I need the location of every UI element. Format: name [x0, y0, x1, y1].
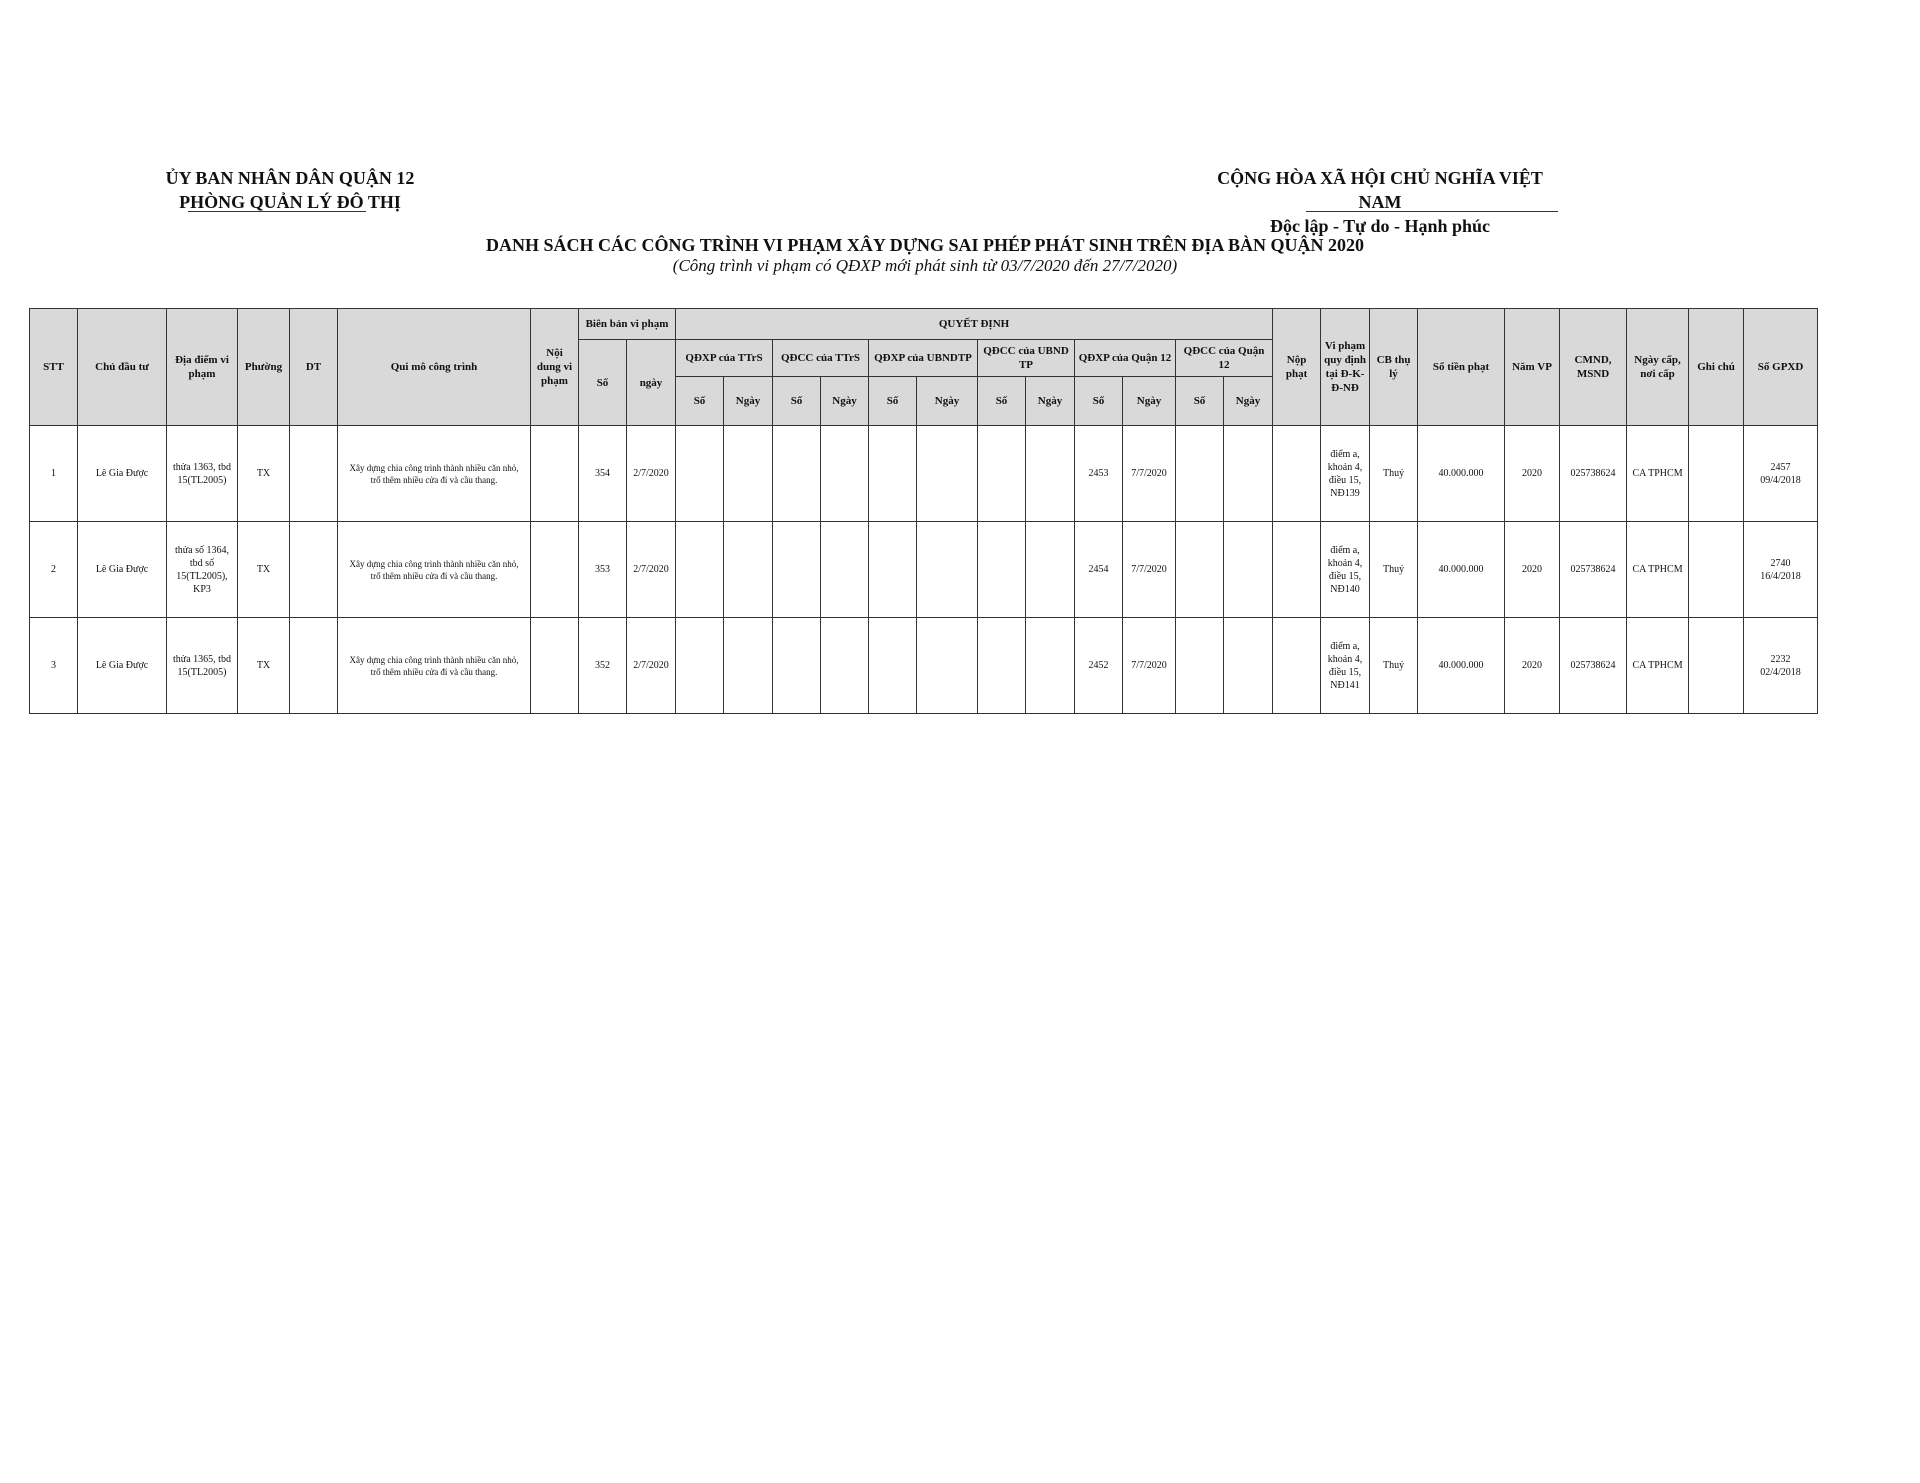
cell-qui-mo: Xây dựng chia công trình thành nhiều căn nhỏ, trổ thêm nhiều cửa đi và cầu thang. — [338, 522, 531, 618]
cell-so-tien-phat: 40.000.000 — [1418, 522, 1505, 618]
cell-dt — [290, 522, 338, 618]
col-group-qdxp-quan12: QĐXP của Quận 12 — [1075, 340, 1176, 377]
cell-qdcc-quan12-so — [1176, 426, 1224, 522]
document-title: DANH SÁCH CÁC CÔNG TRÌNH VI PHẠM XÂY DỰNG SAI PHÉP PHÁT SINH TRÊN ĐỊA BÀN QUẬN 2020 — [486, 235, 1364, 255]
cell-so-gpxd — [1744, 426, 1818, 522]
cell-qdcc-quan12-ngay — [1224, 618, 1273, 714]
col-dt: DT — [290, 309, 338, 426]
cell-cmnd: 025738624 — [1560, 426, 1627, 522]
col-stt: STT — [30, 309, 78, 426]
violation-table — [29, 308, 1818, 714]
col-so-tien-phat: Số tiền phạt — [1418, 309, 1505, 426]
cell-cmnd: 025738624 — [1560, 618, 1627, 714]
col-qdxp-quan12-ngay: Ngày — [1123, 377, 1176, 426]
motto-underline — [1306, 211, 1558, 212]
cell-vi-pham: điểm a, khoản 4, điều 15, NĐ140 — [1321, 522, 1370, 618]
col-chu-dau-tu: Chủ đầu tư — [78, 309, 167, 426]
cell-ghi-chu — [1689, 618, 1744, 714]
cell-qdxp-quan12-ngay: 7/7/2020 — [1123, 618, 1176, 714]
col-ghi-chu: Ghi chú — [1689, 309, 1744, 426]
cell-cb-thu-ly: Thuý — [1370, 522, 1418, 618]
cell-so-gpxd — [1744, 522, 1818, 618]
col-dia-diem: Địa điểm vi phạm — [167, 309, 238, 426]
cell-nop-phat — [1273, 522, 1321, 618]
col-group-qdcc-ubnd-tp: QĐCC của UBND TP — [978, 340, 1075, 377]
gpxd-date: 02/4/2018 — [1760, 666, 1801, 678]
cell-stt: 3 — [30, 618, 78, 714]
col-so-gpxd: Số GPXD — [1744, 309, 1818, 426]
cell-qdxp-quan12-so: 2453 — [1075, 426, 1123, 522]
cell-qdcc-ubnd-tp-ngay — [1026, 426, 1075, 522]
col-qdcc-ttrs-ngay: Ngày — [821, 377, 869, 426]
cell-qdcc-ttrs-ngay — [821, 426, 869, 522]
cell-phuong: TX — [238, 426, 290, 522]
cell-qdcc-ubnd-tp-so — [978, 426, 1026, 522]
cell-noi-cap: CA TPHCM — [1627, 426, 1689, 522]
cell-qdxp-ttrs-so — [676, 618, 724, 714]
col-cb-thu-ly: CB thụ lý — [1370, 309, 1418, 426]
col-phuong: Phường — [238, 309, 290, 426]
col-vi-pham-quy-dinh: Vi phạm quy định tại Đ-K-Đ-NĐ — [1321, 309, 1370, 426]
cell-qdcc-ttrs-so — [773, 426, 821, 522]
gpxd-number: 2232 — [1770, 653, 1791, 665]
cell-stt: 1 — [30, 426, 78, 522]
cell-bb-ngay: 2/7/2020 — [627, 426, 676, 522]
col-qdxp-ttrs-so: Số — [676, 377, 724, 426]
cell-qdcc-ubnd-tp-ngay — [1026, 522, 1075, 618]
cell-qdxp-ubndtp-so — [869, 426, 917, 522]
col-group-bien-ban: Biên bản vi phạm — [579, 309, 676, 340]
cell-ghi-chu — [1689, 426, 1744, 522]
motto-line-2: Độc lập - Tự do - Hạnh phúc — [1269, 216, 1491, 236]
cell-noi-dung — [531, 426, 579, 522]
col-bb-so: Số — [579, 340, 627, 426]
cell-vi-pham: điểm a, khoản 4, điều 15, NĐ139 — [1321, 426, 1370, 522]
cell-qdcc-ttrs-ngay — [821, 522, 869, 618]
col-qdxp-ubndtp-ngay: Ngày — [917, 377, 978, 426]
cell-bb-so: 353 — [579, 522, 627, 618]
col-qui-mo: Qui mô công trình — [338, 309, 531, 426]
cell-dia-diem: thửa số 1364, tbd số 15(TL2005), KP3 — [167, 522, 238, 618]
cell-qdcc-quan12-so — [1176, 522, 1224, 618]
cell-noi-dung — [531, 618, 579, 714]
cell-nam-vp: 2020 — [1505, 426, 1560, 522]
cell-qdxp-ttrs-ngay — [724, 618, 773, 714]
cell-qdcc-quan12-ngay — [1224, 426, 1273, 522]
cell-cmnd: 025738624 — [1560, 522, 1627, 618]
gpxd-date: 16/4/2018 — [1760, 570, 1801, 582]
col-qdcc-ubnd-tp-so: Số — [978, 377, 1026, 426]
col-qdxp-quan12-so: Số — [1075, 377, 1123, 426]
col-bb-ngay: ngày — [627, 340, 676, 426]
issuing-authority — [140, 166, 440, 214]
authority-underline — [188, 211, 366, 212]
cell-dt — [290, 426, 338, 522]
col-group-qdxp-ubndtp: QĐXP của UBNDTP — [869, 340, 978, 377]
motto-line-1: CỘNG HÒA XÃ HỘI CHỦ NGHĨA VIỆT NAM — [1217, 168, 1543, 212]
cell-qdxp-ubndtp-so — [869, 522, 917, 618]
cell-qdxp-ttrs-ngay — [724, 522, 773, 618]
table-row — [30, 618, 1818, 714]
cell-qdcc-ttrs-ngay — [821, 618, 869, 714]
cell-qdcc-ttrs-so — [773, 618, 821, 714]
cell-ghi-chu — [1689, 522, 1744, 618]
table-body — [30, 426, 1818, 714]
cell-qdxp-quan12-ngay: 7/7/2020 — [1123, 426, 1176, 522]
col-group-qdxp-ttrs: QĐXP của TTrS — [676, 340, 773, 377]
cell-chu-dau-tu: Lê Gia Được — [78, 522, 167, 618]
cell-chu-dau-tu: Lê Gia Được — [78, 426, 167, 522]
cell-chu-dau-tu: Lê Gia Được — [78, 618, 167, 714]
col-ngay-cap: Ngày cấp, nơi cấp — [1627, 309, 1689, 426]
cell-so-tien-phat: 40.000.000 — [1418, 618, 1505, 714]
col-qdcc-ttrs-so: Số — [773, 377, 821, 426]
cell-qdcc-ubnd-tp-so — [978, 618, 1026, 714]
col-qdcc-quan12-so: Số — [1176, 377, 1224, 426]
national-motto — [1200, 166, 1560, 238]
cell-bb-ngay: 2/7/2020 — [627, 522, 676, 618]
cell-noi-dung — [531, 522, 579, 618]
document-subtitle: (Công trình vi phạm có QĐXP mới phát sinh từ 03/7/2020 đến 27/7/2020) — [672, 256, 1178, 275]
cell-qdxp-ubndtp-so — [869, 618, 917, 714]
cell-phuong: TX — [238, 618, 290, 714]
cell-nop-phat — [1273, 426, 1321, 522]
gpxd-date: 09/4/2018 — [1760, 474, 1801, 486]
col-nam-vp: Năm VP — [1505, 309, 1560, 426]
cell-qdxp-ttrs-so — [676, 522, 724, 618]
cell-so-tien-phat: 40.000.000 — [1418, 426, 1505, 522]
cell-qdxp-ubndtp-ngay — [917, 618, 978, 714]
col-noi-dung: Nội dung vi phạm — [531, 309, 579, 426]
authority-line-1: ỦY BAN NHÂN DÂN QUẬN 12 — [165, 168, 415, 188]
table-row — [30, 426, 1818, 522]
col-group-quyet-dinh: QUYẾT ĐỊNH — [676, 309, 1273, 340]
authority-line-2: PHÒNG QUẢN LÝ ĐÔ THỊ — [179, 192, 401, 212]
cell-qdxp-ubndtp-ngay — [917, 426, 978, 522]
cell-qdxp-ttrs-ngay — [724, 426, 773, 522]
gpxd-number: 2740 — [1770, 557, 1791, 569]
cell-qdxp-quan12-so: 2454 — [1075, 522, 1123, 618]
table-row — [30, 522, 1818, 618]
cell-dia-diem: thửa 1363, tbd 15(TL2005) — [167, 426, 238, 522]
cell-noi-cap: CA TPHCM — [1627, 522, 1689, 618]
col-qdxp-ubndtp-so: Số — [869, 377, 917, 426]
cell-dt — [290, 618, 338, 714]
cell-nop-phat — [1273, 618, 1321, 714]
cell-phuong: TX — [238, 522, 290, 618]
cell-qdcc-ubnd-tp-so — [978, 522, 1026, 618]
cell-vi-pham: điểm a, khoản 4, điều 15, NĐ141 — [1321, 618, 1370, 714]
cell-qdxp-ubndtp-ngay — [917, 522, 978, 618]
col-cmnd: CMND, MSND — [1560, 309, 1627, 426]
cell-qui-mo: Xây dựng chia công trình thành nhiều căn nhỏ, trổ thêm nhiều cửa đi và cầu thang. — [338, 618, 531, 714]
cell-cb-thu-ly: Thuý — [1370, 426, 1418, 522]
cell-qdcc-quan12-ngay — [1224, 522, 1273, 618]
cell-qdcc-ttrs-so — [773, 522, 821, 618]
cell-qdxp-quan12-so: 2452 — [1075, 618, 1123, 714]
col-group-qdcc-quan12: QĐCC của Quận 12 — [1176, 340, 1273, 377]
cell-qdcc-quan12-so — [1176, 618, 1224, 714]
cell-bb-ngay: 2/7/2020 — [627, 618, 676, 714]
col-nop-phat: Nộp phạt — [1273, 309, 1321, 426]
cell-stt: 2 — [30, 522, 78, 618]
cell-qdxp-quan12-ngay: 7/7/2020 — [1123, 522, 1176, 618]
cell-dia-diem: thửa 1365, tbd 15(TL2005) — [167, 618, 238, 714]
cell-noi-cap: CA TPHCM — [1627, 618, 1689, 714]
col-qdxp-ttrs-ngay: Ngày — [724, 377, 773, 426]
cell-bb-so: 354 — [579, 426, 627, 522]
cell-nam-vp: 2020 — [1505, 618, 1560, 714]
cell-qdxp-ttrs-so — [676, 426, 724, 522]
cell-qui-mo: Xây dựng chia công trình thành nhiều căn nhỏ, trổ thêm nhiều cửa đi và cầu thang. — [338, 426, 531, 522]
gpxd-number: 2457 — [1770, 461, 1791, 473]
cell-so-gpxd — [1744, 618, 1818, 714]
col-group-qdcc-ttrs: QĐCC của TTrS — [773, 340, 869, 377]
col-qdcc-ubnd-tp-ngay: Ngày — [1026, 377, 1075, 426]
col-qdcc-quan12-ngay: Ngày — [1224, 377, 1273, 426]
cell-qdcc-ubnd-tp-ngay — [1026, 618, 1075, 714]
cell-cb-thu-ly: Thuý — [1370, 618, 1418, 714]
cell-nam-vp: 2020 — [1505, 522, 1560, 618]
cell-bb-so: 352 — [579, 618, 627, 714]
